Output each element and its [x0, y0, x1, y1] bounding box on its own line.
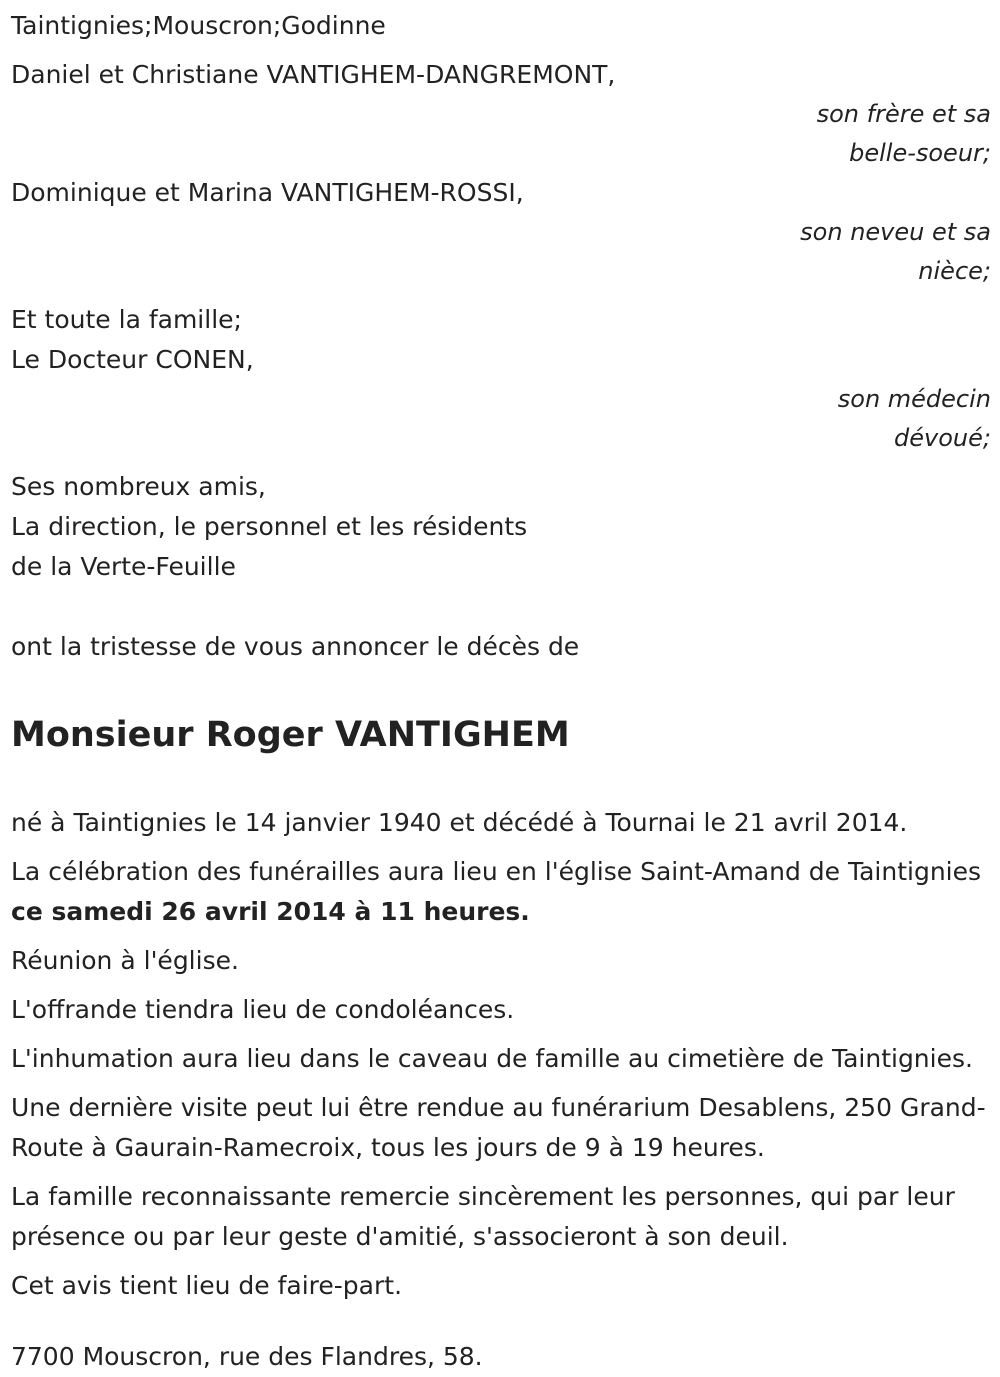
- family-member-1-relation-line-1: son frère et sa: [816, 100, 991, 128]
- obituary-notice: [11, 6, 991, 1377]
- family-member-2-relation-line-1: son neveu et sa: [800, 218, 991, 246]
- ceremony-info: [11, 852, 991, 932]
- spacer: [11, 587, 991, 627]
- spacer: [11, 46, 991, 55]
- family-member-2: Dominique et Marina VANTIGHEM-ROSSI,: [11, 178, 524, 207]
- staff-line: La direction, le personnel et les résidents: [11, 512, 528, 541]
- family-member-1-relation-line-2: belle-soeur;: [849, 139, 991, 167]
- family-member-2-relation-line-2: nièce;: [918, 257, 991, 285]
- doctor-relation-line-1: son médecin: [837, 385, 991, 413]
- institution-line: de la Verte-Feuille: [11, 552, 236, 581]
- doctor-name: Le Docteur CONEN,: [11, 345, 254, 374]
- ceremony-intro: La célébration des funérailles aura lieu en l'église Saint-Amand de Taintignies: [11, 857, 982, 886]
- meeting-info: Réunion à l'église.: [11, 946, 239, 975]
- offering-info: L'offrande tiendra lieu de condoléances.: [11, 995, 515, 1024]
- ceremony-date: ce samedi 26 avril 2014 à 11 heures.: [11, 897, 530, 926]
- locations-line: Taintignies;Mouscron;Godinne: [11, 11, 386, 40]
- thanks-info: La famille reconnaissante remercie sincèrement les personnes, qui par leur présence ou par leur geste d'amitié, s'associeront à son deuil.: [11, 1182, 955, 1251]
- notice-info: Cet avis tient lieu de faire-part.: [11, 1271, 403, 1300]
- deceased-name: Monsieur Roger VANTIGHEM: [11, 715, 570, 755]
- spacer: [11, 1315, 991, 1337]
- birth-death-dates: né à Taintignies le 14 janvier 1940 et décédé à Tournai le 21 avril 2014.: [11, 808, 908, 837]
- address: 7700 Mouscron, rue des Flandres, 58.: [11, 1342, 483, 1371]
- spacer: [11, 755, 991, 803]
- burial-info: L'inhumation aura lieu dans le caveau de famille au cimetière de Taintignies.: [11, 1044, 973, 1073]
- visit-info: Une dernière visite peut lui être rendue au funérarium Desablens, 250 Grand-Route à Gaurain-Ramecroix, tous les jours de 9 à 19 heures.: [11, 1093, 986, 1162]
- family-member-1: Daniel et Christiane VANTIGHEM-DANGREMONT,: [11, 60, 616, 89]
- announcement: ont la tristesse de vous annoncer le décès de: [11, 632, 580, 661]
- spacer: [11, 458, 991, 467]
- doctor-relation-line-2: dévoué;: [894, 424, 991, 452]
- spacer: [11, 667, 991, 715]
- spacer: [11, 291, 991, 300]
- family-rest: Et toute la famille;: [11, 305, 242, 334]
- friends-line: Ses nombreux amis,: [11, 472, 266, 501]
